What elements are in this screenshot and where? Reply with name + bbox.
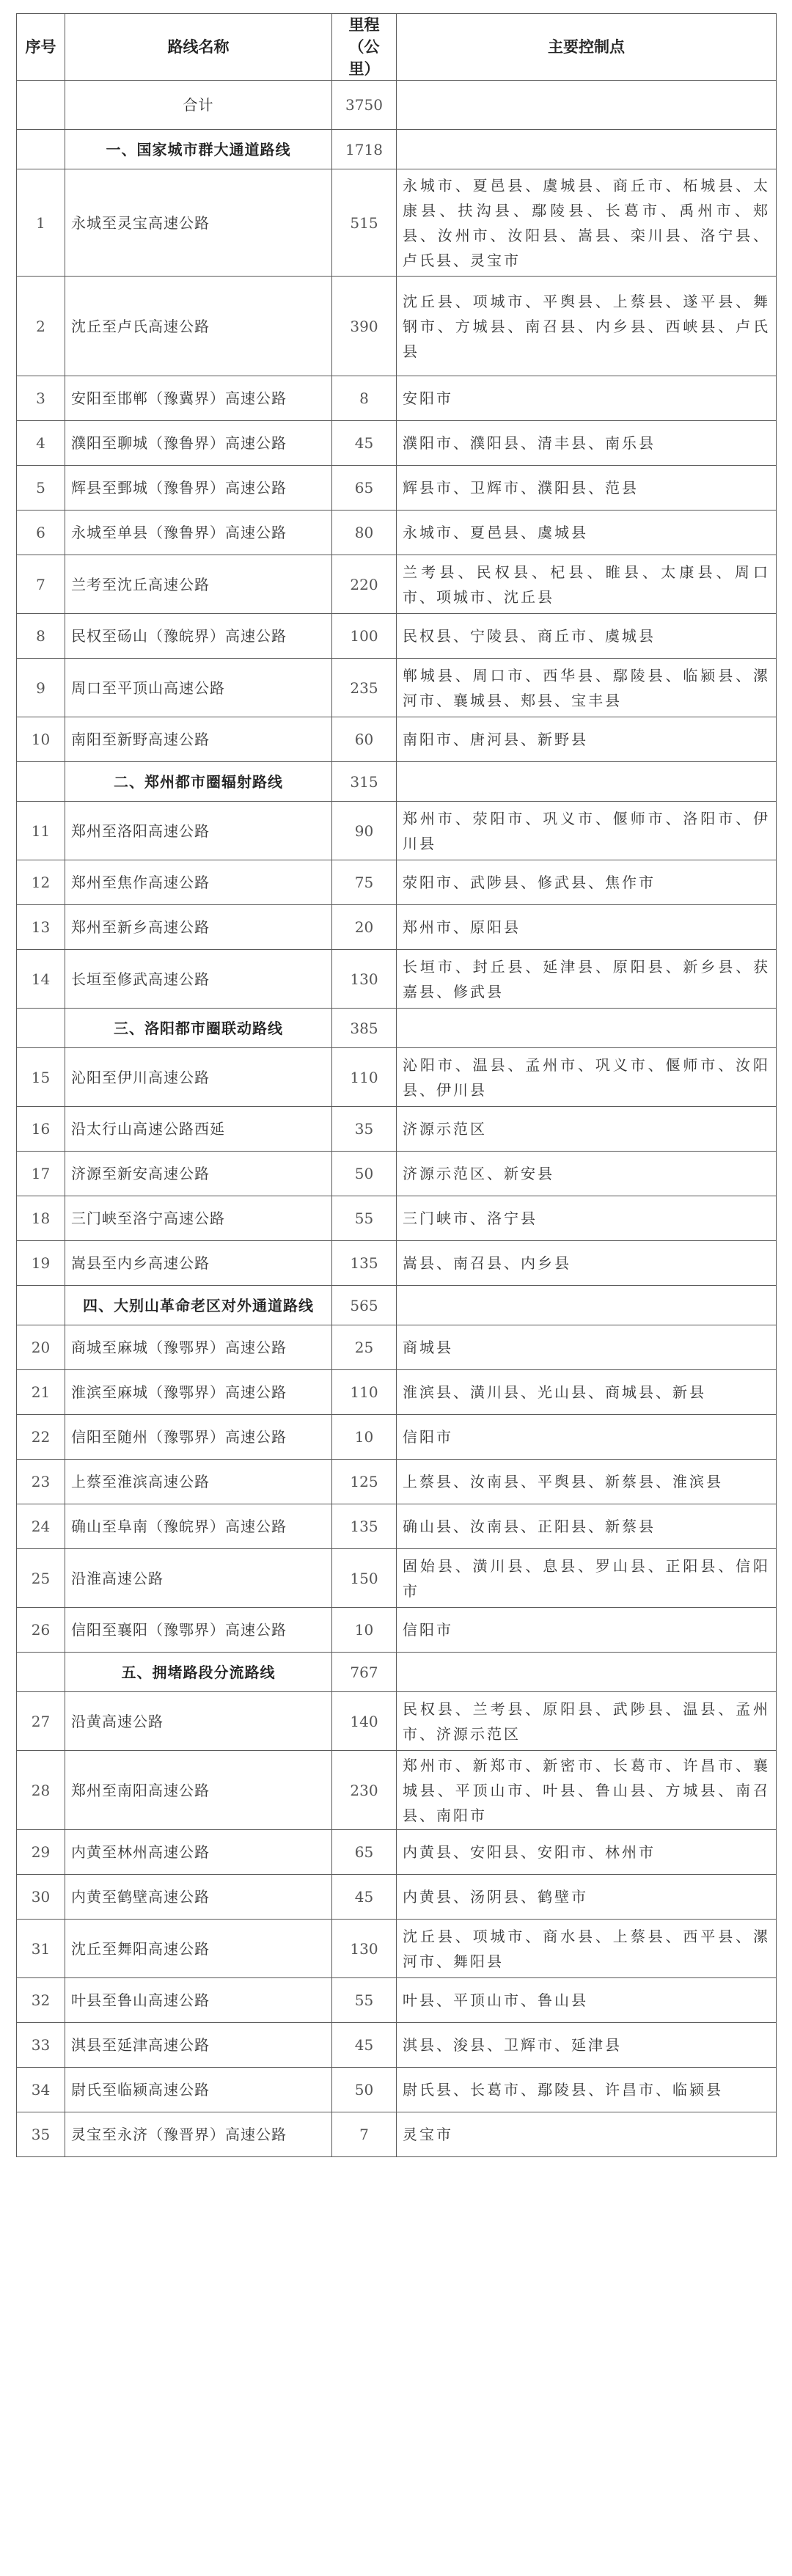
control-points: 沈丘县、项城市、平舆县、上蔡县、遂平县、舞钢市、方城县、南召县、内乡县、西峡县、卢氏县 [397,277,777,376]
table-row [17,950,777,1009]
route-length: 80 [332,511,397,555]
route-name: 灵宝至永济（豫晋界）高速公路 [65,2112,332,2157]
route-name: 郑州至新乡高速公路 [65,905,332,950]
header-control-points: 主要控制点 [397,14,777,81]
route-length: 110 [332,1370,397,1415]
section-row [17,762,777,802]
route-name: 信阳至襄阳（豫鄂界）高速公路 [65,1608,332,1653]
route-name: 叶县至鲁山高速公路 [65,1978,332,2023]
control-points: 南阳市、唐河县、新野县 [397,717,777,762]
header-route-name: 路线名称 [65,14,332,81]
route-length: 60 [332,717,397,762]
route-name: 四、大别山革命老区对外通道路线 [65,1286,332,1325]
section-row [17,1009,777,1048]
route-length: 65 [332,466,397,511]
route-name: 嵩县至内乡高速公路 [65,1241,332,1286]
row-number: 27 [17,1692,65,1751]
row-number: 34 [17,2068,65,2112]
control-points: 固始县、潢川县、息县、罗山县、正阳县、信阳市 [397,1549,777,1608]
row-number: 18 [17,1196,65,1241]
route-length: 150 [332,1549,397,1608]
row-number [17,1009,65,1048]
row-number: 14 [17,950,65,1009]
header-length [332,14,397,81]
control-points [397,81,777,130]
row-number: 19 [17,1241,65,1286]
route-name: 永城至灵宝高速公路 [65,169,332,277]
route-length: 35 [332,1107,397,1152]
total-row [17,81,777,130]
route-name: 合计 [65,81,332,130]
table-row [17,717,777,762]
control-points: 济源示范区、新安县 [397,1152,777,1196]
route-length: 65 [332,1830,397,1875]
row-number: 24 [17,1504,65,1549]
route-name: 上蔡至淮滨高速公路 [65,1460,332,1504]
route-name: 辉县至鄄城（豫鲁界）高速公路 [65,466,332,511]
table-row [17,1920,777,1978]
section-row [17,1653,777,1692]
control-points: 信阳市 [397,1608,777,1653]
table-row [17,1504,777,1549]
control-points: 淇县、浚县、卫辉市、延津县 [397,2023,777,2068]
route-name: 二、郑州都市圈辐射路线 [65,762,332,802]
row-number: 23 [17,1460,65,1504]
control-points: 济源示范区 [397,1107,777,1152]
route-length: 230 [332,1751,397,1830]
table-row [17,1830,777,1875]
route-name: 信阳至随州（豫鄂界）高速公路 [65,1415,332,1460]
control-points: 民权县、宁陵县、商丘市、虞城县 [397,614,777,659]
route-length: 55 [332,1196,397,1241]
route-length: 25 [332,1325,397,1370]
route-name: 沈丘至舞阳高速公路 [65,1920,332,1978]
control-points: 荥阳市、武陟县、修武县、焦作市 [397,860,777,905]
route-name: 沿淮高速公路 [65,1549,332,1608]
control-points: 永城市、夏邑县、虞城县 [397,511,777,555]
table-row [17,1978,777,2023]
table-row [17,1415,777,1460]
control-points: 沁阳市、温县、孟州市、巩义市、偃师市、汝阳县、伊川县 [397,1048,777,1107]
control-points: 三门峡市、洛宁县 [397,1196,777,1241]
route-length: 10 [332,1415,397,1460]
route-name: 沿太行山高速公路西延 [65,1107,332,1152]
section-row [17,130,777,169]
control-points: 信阳市 [397,1415,777,1460]
route-length: 135 [332,1241,397,1286]
table-header-row [17,14,777,81]
route-name: 沿黄高速公路 [65,1692,332,1751]
route-name: 淇县至延津高速公路 [65,2023,332,2068]
table-row [17,1875,777,1920]
control-points: 嵩县、南召县、内乡县 [397,1241,777,1286]
route-name: 三、洛阳都市圈联动路线 [65,1009,332,1048]
table-row [17,1608,777,1653]
route-length: 8 [332,376,397,421]
table-row [17,1460,777,1504]
route-name: 沈丘至卢氏高速公路 [65,277,332,376]
control-points: 郑州市、荥阳市、巩义市、偃师市、洛阳市、伊川县 [397,802,777,860]
route-length: 75 [332,860,397,905]
table-row [17,277,777,376]
control-points: 尉氏县、长葛市、鄢陵县、许昌市、临颍县 [397,2068,777,2112]
control-points: 郑州市、新郑市、新密市、长葛市、许昌市、襄城县、平顶山市、叶县、鲁山县、方城县、南召县、南阳市 [397,1751,777,1830]
table-row [17,802,777,860]
route-length: 100 [332,614,397,659]
control-points: 淮滨县、潢川县、光山县、商城县、新县 [397,1370,777,1415]
route-name: 淮滨至麻城（豫鄂界）高速公路 [65,1370,332,1415]
route-name: 三门峡至洛宁高速公路 [65,1196,332,1241]
route-length: 7 [332,2112,397,2157]
route-name: 一、国家城市群大通道路线 [65,130,332,169]
row-number: 17 [17,1152,65,1196]
table-row [17,1751,777,1830]
control-points: 长垣市、封丘县、延津县、原阳县、新乡县、获嘉县、修武县 [397,950,777,1009]
row-number: 33 [17,2023,65,2068]
table-row [17,659,777,717]
row-number: 15 [17,1048,65,1107]
route-name: 长垣至修武高速公路 [65,950,332,1009]
route-name: 内黄至林州高速公路 [65,1830,332,1875]
route-name: 兰考至沈丘高速公路 [65,555,332,614]
control-points: 灵宝市 [397,2112,777,2157]
route-name: 济源至新安高速公路 [65,1152,332,1196]
route-length: 135 [332,1504,397,1549]
control-points: 上蔡县、汝南县、平舆县、新蔡县、淮滨县 [397,1460,777,1504]
table-row [17,1048,777,1107]
route-length: 565 [332,1286,397,1325]
section-row [17,1286,777,1325]
control-points: 民权县、兰考县、原阳县、武陟县、温县、孟州市、济源示范区 [397,1692,777,1751]
route-length: 125 [332,1460,397,1504]
route-table-container [16,13,776,2157]
row-number: 21 [17,1370,65,1415]
row-number: 30 [17,1875,65,1920]
route-length: 140 [332,1692,397,1751]
route-name: 确山至阜南（豫皖界）高速公路 [65,1504,332,1549]
route-name: 濮阳至聊城（豫鲁界）高速公路 [65,421,332,466]
control-points: 安阳市 [397,376,777,421]
control-points: 永城市、夏邑县、虞城县、商丘市、柘城县、太康县、扶沟县、鄢陵县、长葛市、禹州市、郏县、汝州市、汝阳县、嵩县、栾川县、洛宁县、卢氏县、灵宝市 [397,169,777,277]
route-length: 45 [332,1875,397,1920]
table-row [17,614,777,659]
row-number: 8 [17,614,65,659]
control-points: 叶县、平顶山市、鲁山县 [397,1978,777,2023]
row-number: 5 [17,466,65,511]
row-number [17,81,65,130]
row-number: 13 [17,905,65,950]
control-points: 辉县市、卫辉市、濮阳县、范县 [397,466,777,511]
route-length: 3750 [332,81,397,130]
table-row [17,1370,777,1415]
row-number [17,762,65,802]
control-points: 郸城县、周口市、西华县、鄢陵县、临颍县、漯河市、襄城县、郏县、宝丰县 [397,659,777,717]
row-number: 35 [17,2112,65,2157]
route-length: 10 [332,1608,397,1653]
control-points: 商城县 [397,1325,777,1370]
row-number: 11 [17,802,65,860]
row-number: 10 [17,717,65,762]
route-length: 767 [332,1653,397,1692]
route-name: 郑州至焦作高速公路 [65,860,332,905]
row-number: 32 [17,1978,65,2023]
control-points: 郑州市、原阳县 [397,905,777,950]
table-row [17,2068,777,2112]
table-row [17,421,777,466]
row-number: 31 [17,1920,65,1978]
route-length: 390 [332,277,397,376]
route-length: 55 [332,1978,397,2023]
route-name: 五、拥堵路段分流路线 [65,1653,332,1692]
route-length: 110 [332,1048,397,1107]
route-name: 郑州至南阳高速公路 [65,1751,332,1830]
route-length: 220 [332,555,397,614]
row-number: 7 [17,555,65,614]
table-row [17,1107,777,1152]
route-name: 安阳至邯郸（豫冀界）高速公路 [65,376,332,421]
route-name: 内黄至鹤壁高速公路 [65,1875,332,1920]
header-length-line2: （公里） [348,38,380,78]
route-length: 50 [332,2068,397,2112]
route-length: 90 [332,802,397,860]
row-number: 12 [17,860,65,905]
table-row [17,555,777,614]
header-no: 序号 [17,14,65,81]
control-points: 兰考县、民权县、杞县、睢县、太康县、周口市、项城市、沈丘县 [397,555,777,614]
table-row [17,169,777,277]
table-row [17,1152,777,1196]
row-number: 2 [17,277,65,376]
row-number: 4 [17,421,65,466]
table-row [17,511,777,555]
route-length: 515 [332,169,397,277]
route-length: 385 [332,1009,397,1048]
route-length: 20 [332,905,397,950]
route-length: 235 [332,659,397,717]
route-name: 沁阳至伊川高速公路 [65,1048,332,1107]
table-row [17,1549,777,1608]
control-points [397,762,777,802]
row-number: 28 [17,1751,65,1830]
control-points: 内黄县、汤阴县、鹤壁市 [397,1875,777,1920]
route-name: 南阳至新野高速公路 [65,717,332,762]
route-length: 130 [332,1920,397,1978]
header-length-line1: 里程 [348,16,380,34]
table-row [17,466,777,511]
table-row [17,1325,777,1370]
route-name: 永城至单县（豫鲁界）高速公路 [65,511,332,555]
table-body [17,81,777,2157]
route-length: 315 [332,762,397,802]
table-row [17,905,777,950]
row-number: 26 [17,1608,65,1653]
row-number [17,1653,65,1692]
table-row [17,860,777,905]
route-name: 民权至砀山（豫皖界）高速公路 [65,614,332,659]
control-points: 内黄县、安阳县、安阳市、林州市 [397,1830,777,1875]
control-points [397,1009,777,1048]
row-number [17,130,65,169]
row-number [17,1286,65,1325]
table-row [17,376,777,421]
route-length: 1718 [332,130,397,169]
control-points: 濮阳市、濮阳县、清丰县、南乐县 [397,421,777,466]
row-number: 16 [17,1107,65,1152]
row-number: 20 [17,1325,65,1370]
table-row [17,2023,777,2068]
table-row [17,1241,777,1286]
control-points [397,130,777,169]
control-points: 沈丘县、项城市、商水县、上蔡县、西平县、漯河市、舞阳县 [397,1920,777,1978]
control-points: 确山县、汝南县、正阳县、新蔡县 [397,1504,777,1549]
row-number: 29 [17,1830,65,1875]
table-row [17,1692,777,1751]
table-row [17,1196,777,1241]
row-number: 25 [17,1549,65,1608]
route-name: 周口至平顶山高速公路 [65,659,332,717]
row-number: 9 [17,659,65,717]
control-points [397,1653,777,1692]
route-length: 130 [332,950,397,1009]
route-table [16,13,777,2157]
row-number: 3 [17,376,65,421]
table-row [17,2112,777,2157]
row-number: 22 [17,1415,65,1460]
route-name: 商城至麻城（豫鄂界）高速公路 [65,1325,332,1370]
control-points [397,1286,777,1325]
row-number: 1 [17,169,65,277]
route-length: 50 [332,1152,397,1196]
route-length: 45 [332,2023,397,2068]
row-number: 6 [17,511,65,555]
route-length: 45 [332,421,397,466]
route-name: 郑州至洛阳高速公路 [65,802,332,860]
route-name: 尉氏至临颍高速公路 [65,2068,332,2112]
